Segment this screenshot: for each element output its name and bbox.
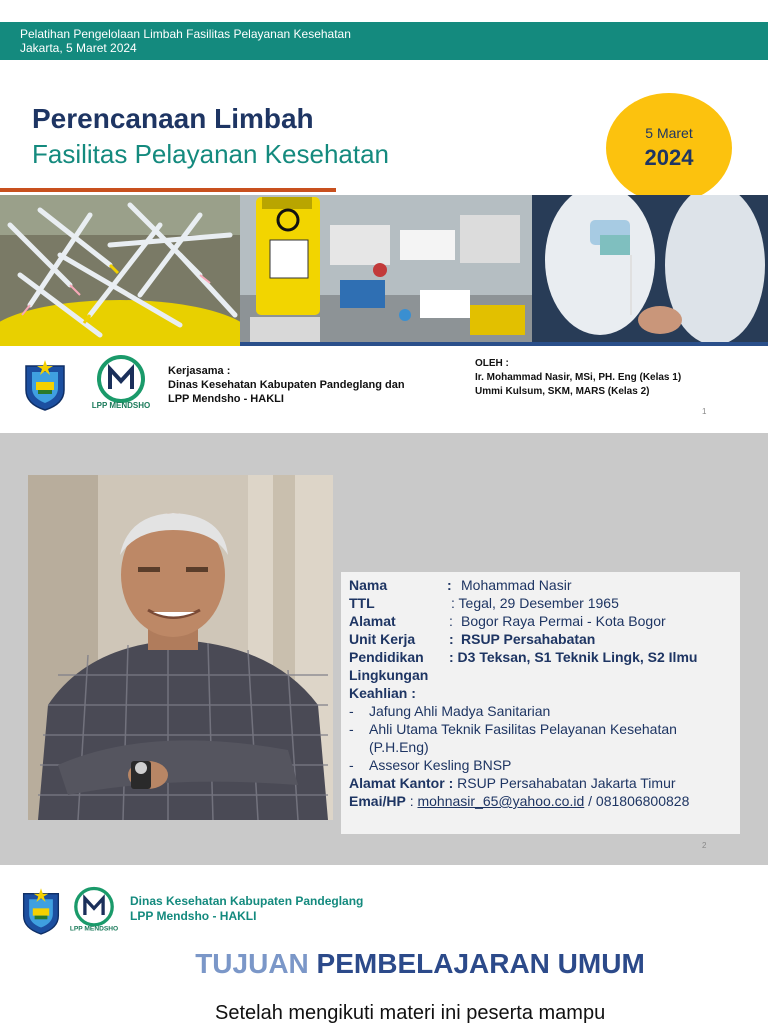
title-part-2: PEMBELAJARAN UMUM [316, 948, 645, 979]
bio-row-nama [349, 576, 740, 594]
lpp-mendsho-logo [70, 884, 118, 941]
unit-value: RSUP Persahabatan [461, 631, 596, 647]
keahlian-item-1: Jafung Ahli Madya Sanitarian [369, 703, 551, 719]
ttl-label: TTL [349, 595, 375, 611]
nama-value: Mohammad Nasir [461, 577, 572, 593]
date-day: 5 Maret [645, 125, 693, 141]
list-dash: - [349, 703, 354, 719]
organizer-line-2: LPP Mendsho - HAKLI [130, 909, 257, 923]
district-emblem-icon [20, 888, 62, 936]
date-year: 2024 [644, 145, 694, 170]
photo-underline [240, 342, 768, 346]
list-dash: - [349, 721, 354, 737]
kantor-label: Alamat Kantor : [349, 775, 454, 791]
alamat-value: Bogor Raya Permai - Kota Bogor [461, 613, 666, 629]
lpp-logo-text: LPP MENDSHO [92, 401, 150, 410]
keahlian-item-2-cont: (P.H.Eng) [369, 739, 429, 755]
lpp-mendsho-icon [92, 353, 150, 413]
bio-row-email [349, 792, 740, 810]
bio-row-pendidikan [349, 648, 740, 666]
slide-number: 2 [702, 841, 707, 850]
organizer-block [130, 894, 363, 924]
email-colon: : [409, 793, 418, 809]
lpp-mendsho-logo [92, 353, 150, 418]
nama-label: Nama [349, 577, 388, 593]
slide-subtitle: Fasilitas Pelayanan Kesehatan [32, 139, 390, 169]
keahlian-item [349, 702, 740, 720]
presenter-portrait [28, 475, 333, 820]
partnership-line-1: Dinas Kesehatan Kabupaten Pandeglang dan [168, 379, 405, 391]
presenters-block [475, 357, 681, 399]
list-dash: - [349, 757, 354, 773]
pendidikan-continuation: Lingkungan [349, 667, 429, 683]
kantor-value: RSUP Persahabatan Jakarta Timur [457, 775, 676, 791]
slide-1 [0, 0, 768, 432]
bio-row-kantor [349, 774, 740, 792]
keahlian-item [349, 756, 740, 774]
medical-waste-photo-strip [0, 195, 768, 346]
alamat-colon: : [449, 613, 453, 629]
slide-3 [0, 866, 768, 1024]
email-link[interactable]: mohnasir_65@yahoo.co.id [417, 793, 585, 809]
presenter-2: Ummi Kulsum, SKM, MARS (Kelas 2) [475, 386, 650, 397]
pendidikan-label: Pendidikan [349, 649, 424, 665]
slide-3-body-text: Setelah mengikuti materi ini peserta mampu [215, 1002, 606, 1024]
nama-colon: : [447, 577, 452, 593]
bio-row-unit [349, 630, 740, 648]
keahlian-label: Keahlian : [349, 685, 416, 701]
pendidikan-value: : D3 Teksan, S1 Teknik Lingk, S2 Ilmu [449, 649, 698, 665]
slide-title-main: Perencanaan Limbah [32, 103, 314, 134]
medical-waste-photo [240, 195, 532, 346]
date-badge [606, 93, 732, 203]
lpp-logo-text: LPP MENDSHO [70, 925, 118, 933]
slide-number: 1 [702, 407, 707, 416]
bio-row-alamat [349, 612, 740, 630]
slide-3-title [0, 948, 768, 980]
keahlian-item [349, 720, 740, 738]
bio-row-ttl [349, 594, 740, 612]
presenter-1: Ir. Mohammad Nasir, MSi, PH. Eng (Kelas 1) [475, 372, 682, 383]
phone-value: / 081806800828 [588, 793, 690, 809]
email-label: Emai/HP [349, 793, 406, 809]
ppe-workers-photo [532, 195, 768, 346]
presenter-bio-card [341, 572, 740, 834]
partnership-block [168, 364, 405, 406]
district-emblem-icon [22, 360, 68, 412]
lpp-mendsho-icon [70, 884, 118, 936]
unit-label: Unit Kerja [349, 631, 416, 647]
accent-divider [0, 188, 336, 192]
title-part-1: TUJUAN [195, 948, 309, 979]
presenters-label: OLEH : [475, 358, 509, 369]
partnership-label: Kerjasama : [168, 365, 231, 377]
header-training-title: Pelatihan Pengelolaan Limbah Fasilitas Pelayanan Kesehatan [20, 27, 351, 41]
slide-2 [0, 433, 768, 865]
header-place-date: Jakarta, 5 Maret 2024 [20, 41, 137, 55]
organizer-line-1: Dinas Kesehatan Kabupaten Pandeglang [130, 894, 364, 908]
header-bar [0, 22, 768, 60]
unit-colon: : [449, 631, 454, 647]
syringes-photo [0, 195, 255, 346]
keahlian-item-3: Assesor Kesling BNSP [369, 757, 512, 773]
ttl-value: : Tegal, 29 Desember 1965 [451, 595, 619, 611]
alamat-label: Alamat [349, 613, 396, 629]
keahlian-item-2: Ahli Utama Teknik Fasilitas Pelayanan Kesehatan [369, 721, 677, 737]
partnership-line-2: LPP Mendsho - HAKLI [168, 393, 284, 405]
